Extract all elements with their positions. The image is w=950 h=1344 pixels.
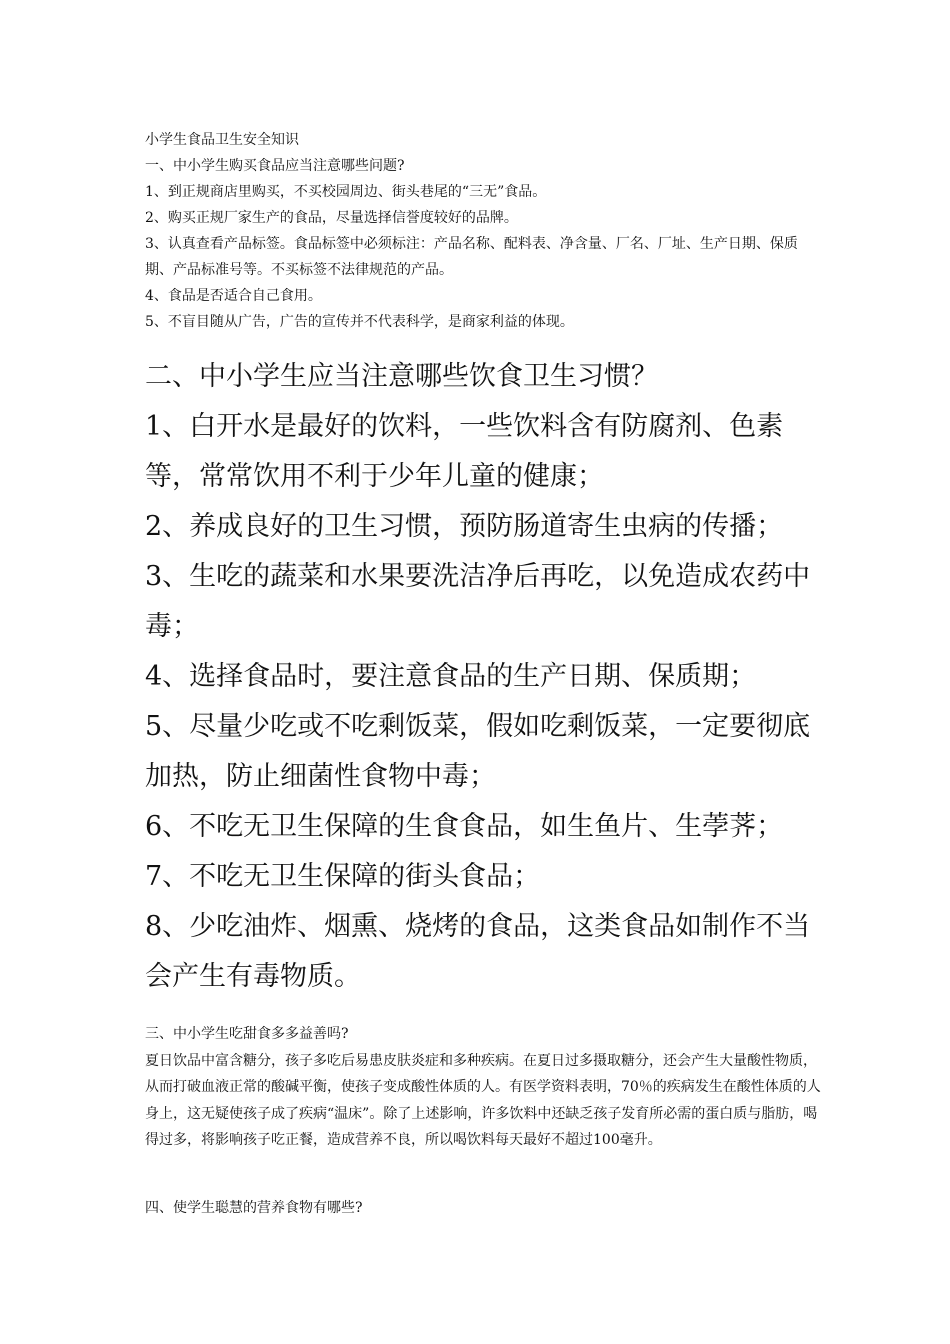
section-1-item-4: 4、食品是否适合自己食用。 <box>145 288 322 304</box>
section-2-item-3: 3、生吃的蔬菜和水果要洗洁净后再吃，以免造成农药中毒； <box>145 561 811 642</box>
section-2-item-1: 1、白开水是最好的饮料，一些饮料含有防腐剂、色素等，常常饮用不利于少年儿童的健康； <box>145 411 784 492</box>
section-1-item-5: 5、不盲目随从广告，广告的宣传并不代表科学，是商家利益的体现。 <box>145 314 574 330</box>
section-habits <box>145 352 815 1002</box>
section-2-item-8: 8、少吃油炸、烟熏、烧烤的食品，这类食品如制作不当会产生有毒物质。 <box>145 911 811 992</box>
section-sweets <box>145 1021 825 1154</box>
section-purchase <box>145 127 825 335</box>
section-4-heading: 四、使学生聪慧的营养食物有哪些? <box>145 1200 363 1216</box>
section-2-item-4: 4、选择食品时，要注意食品的生产日期、保质期； <box>145 661 757 692</box>
section-3-heading: 三、中小学生吃甜食多多益善吗? <box>145 1026 349 1042</box>
section-1-item-1: 1、到正规商店里购买，不买校园周边、街头巷尾的“三无”食品。 <box>145 184 547 200</box>
section-2-heading: 二、中小学生应当注意哪些饮食卫生习惯？ <box>145 361 658 392</box>
section-2-item-7: 7、不吃无卫生保障的街头食品； <box>145 861 541 892</box>
section-2-item-5: 5、尽量少吃或不吃剩饭菜，假如吃剩饭菜，一定要彻底加热，防止细菌性食物中毒； <box>145 711 811 792</box>
section-nutrition <box>145 1195 825 1221</box>
section-1-item-2: 2、购买正规厂家生产的食品，尽量选择信誉度较好的品牌。 <box>145 210 518 226</box>
section-3-body: 夏日饮品中富含糖分，孩子多吃后易患皮肤炎症和多种疾病。在夏日过多摄取糖分，还会产生大量酸性物质，从而打破血液正常的酸碱平衡，使孩子变成酸性体质的人。有医学资料表明，70％的疾病发生在酸性体质的人身上，这无疑使孩子成了疾病“温床”。除了上述影响，许多饮料中还缺乏孩子发育所必需的蛋白质与脂肪，喝得过多，将影响孩子吃正餐，造成营养不良，所以喝饮料每天最好不超过100毫升。 <box>145 1052 821 1148</box>
document-title: 小学生食品卫生安全知识 <box>145 132 299 148</box>
section-2-item-2: 2、养成良好的卫生习惯，预防肠道寄生虫病的传播； <box>145 511 784 542</box>
section-1-item-3: 3、认真查看产品标签。食品标签中必须标注：产品名称、配料表、净含量、厂名、厂址、生产日期、保质期、产品标准号等。不买标签不法律规范的产品。 <box>145 236 798 278</box>
section-2-item-6: 6、不吃无卫生保障的生食食品，如生鱼片、生荸荠； <box>145 811 784 842</box>
section-1-heading: 一、中小学生购买食品应当注意哪些问题? <box>145 158 405 174</box>
